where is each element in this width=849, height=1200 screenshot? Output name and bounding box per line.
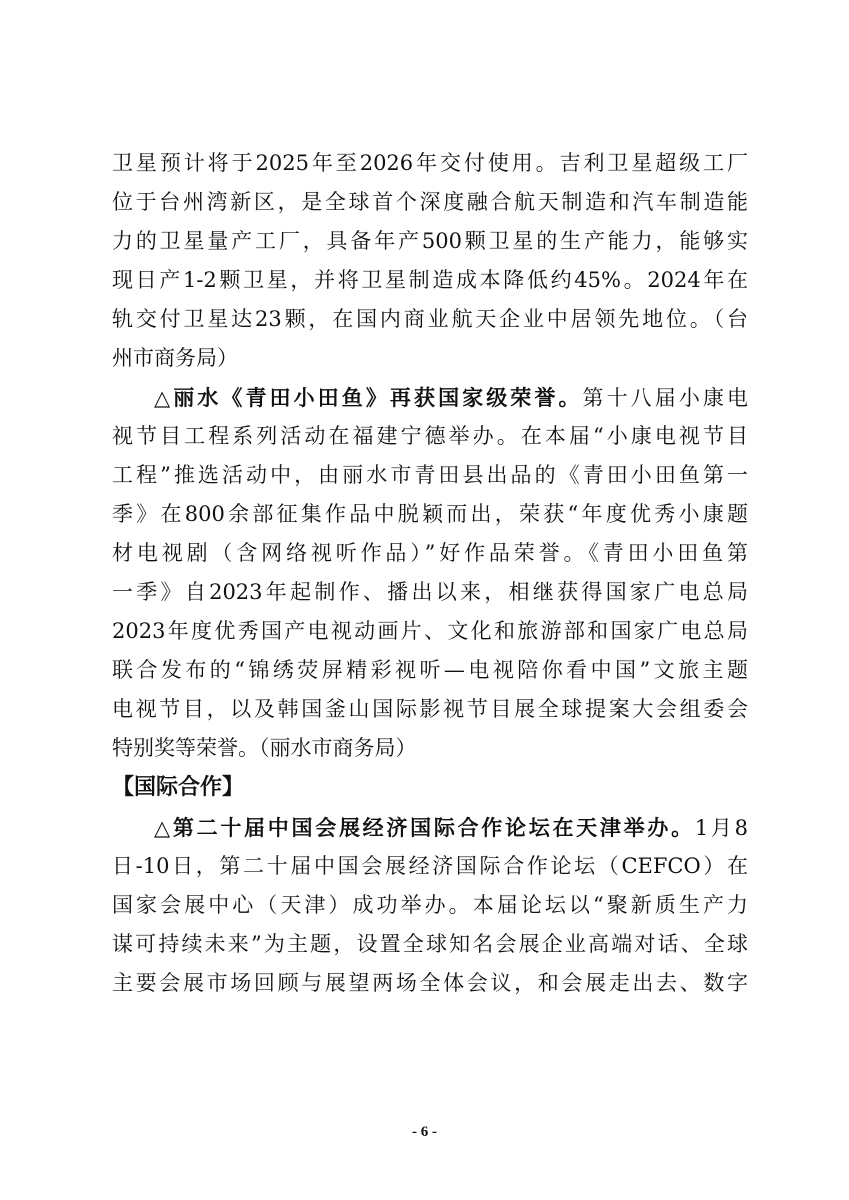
text-line: 日-10日，第二十届中国会展经济国际合作论坛（CEFCO）在 (112, 854, 748, 878)
text-line: 现日产1-2颗卫星，并将卫星制造成本降低约45%。2024年在 (112, 268, 748, 292)
paragraph-lead-text: 第十八届小康电 (582, 386, 748, 410)
text-line: 联合发布的“锦绣荧屏精彩视听—电视陪你看中国”文旅主题 (112, 658, 748, 682)
text-line: 轨交付卫星达23颗，在国内商业航天企业中居领先地位。（台 (112, 307, 748, 331)
text-line: 位于台州湾新区，是全球首个深度融合航天制造和汽车制造能 (112, 190, 748, 214)
paragraph-cefco-forum (112, 808, 748, 1003)
text-line: 2023年度优秀国产电视动画片、文化和旅游部和国家广电总局 (112, 619, 748, 643)
text-line: 工程”推选活动中，由丽水市青田县出品的《青田小田鱼第一 (112, 463, 748, 487)
page-number: - 6 - (412, 1124, 437, 1140)
text-line: 主要会展市场回顾与展望两场全体会议，和会展走出去、数字 (112, 971, 748, 995)
text-line: 州市商务局） (112, 346, 238, 370)
text-line: 材电视剧（含网络视听作品）”好作品荣誉。《青田小田鱼第 (112, 541, 748, 565)
text-line: 视节目工程系列活动在福建宁德举办。在本届“小康电视节目 (112, 424, 748, 448)
text-line: 国家会展中心（天津）成功举办。本届论坛以“聚新质生产力 (112, 893, 748, 917)
section-title: 【国际合作】 (112, 775, 245, 800)
text-line (112, 808, 748, 847)
paragraph-qingtian-fish (112, 378, 748, 768)
text-line: 谋可持续未来”为主题，设置全球知名会展企业高端对话、全球 (112, 932, 748, 956)
text-line (112, 378, 748, 417)
paragraph-heading: △丽水《青田小田鱼》再获国家级荣誉。 (154, 385, 583, 410)
paragraph-geely-satellite (112, 144, 748, 378)
text-line: 卫星预计将于2025年至2026年交付使用。吉利卫星超级工厂 (112, 151, 748, 175)
text-line: 力的卫星量产工厂，具备年产500颗卫星的生产能力，能够实 (112, 229, 748, 253)
paragraph-heading: △第二十届中国会展经济国际合作论坛在天津举办。 (154, 815, 695, 840)
document-body (112, 144, 748, 1003)
text-line: 季》在800余部征集作品中脱颖而出，荣获“年度优秀小康题 (112, 502, 748, 526)
text-line: 电视节目，以及韩国釜山国际影视节目展全球提案大会组委会 (112, 697, 748, 721)
paragraph-lead-text: 1月8 (694, 816, 748, 840)
text-line: 特别奖等荣誉。（丽水市商务局） (112, 736, 417, 760)
text-line: 一季》自2023年起制作、播出以来，相继获得国家广电总局 (112, 580, 748, 604)
